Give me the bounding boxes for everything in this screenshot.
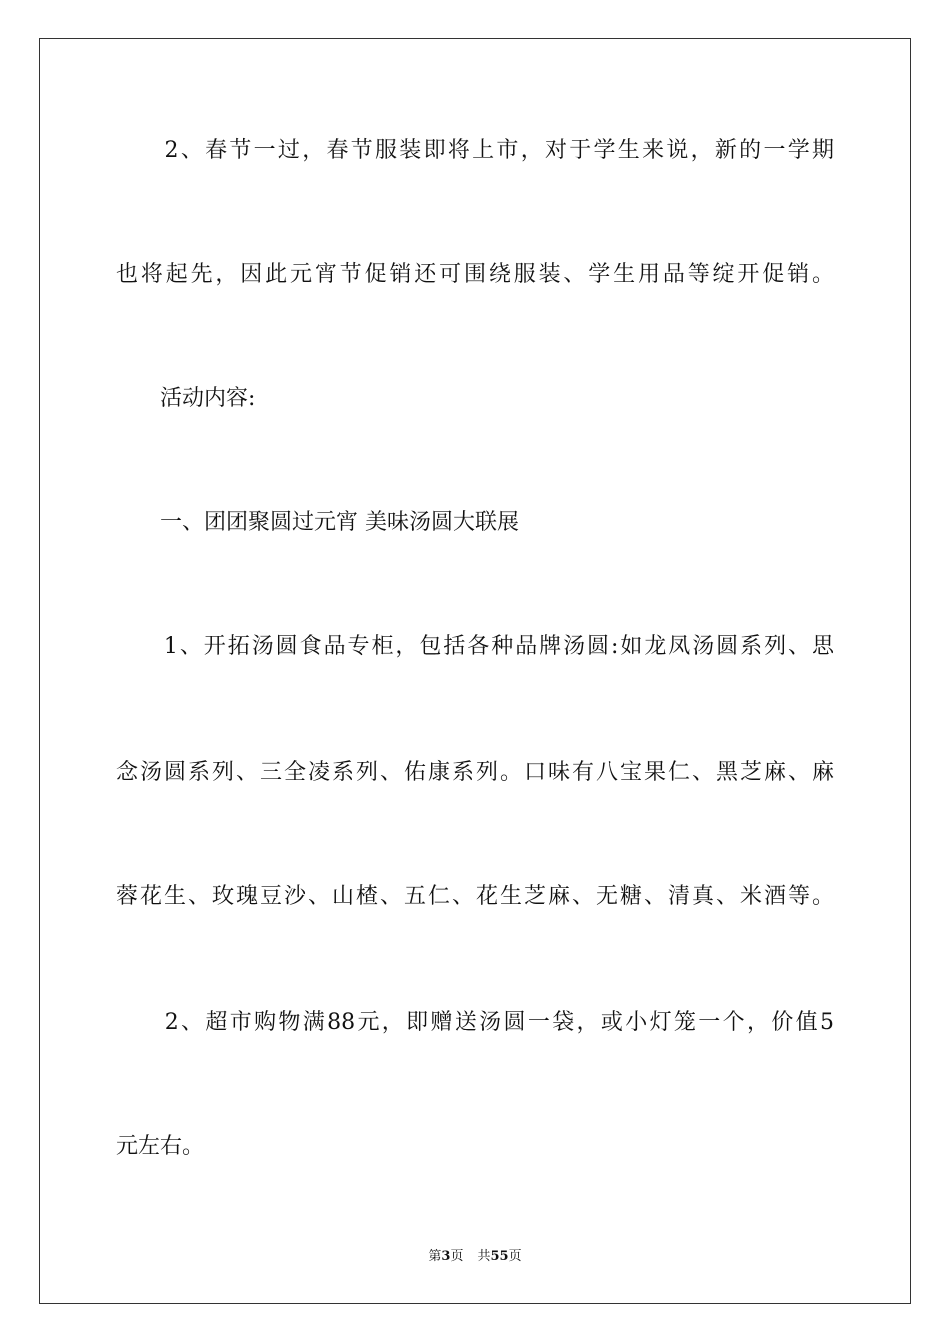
paragraph-line: 蓉花生、玫瑰豆沙、山楂、五仁、花生芝麻、无糖、清真、米酒等。 <box>116 884 834 909</box>
page-footer <box>0 1248 950 1266</box>
paragraph-line: 1、开拓汤圆食品专柜，包括各种品牌汤圆:如龙凤汤圆系列、思 <box>116 634 834 659</box>
page-number: 3 <box>441 1249 451 1264</box>
total-pages: 55 <box>490 1249 509 1264</box>
page-prefix: 第 <box>428 1249 442 1264</box>
paragraph-line: 元左右。 <box>116 1134 205 1159</box>
total-prefix: 共 <box>477 1249 491 1264</box>
paragraph-line: 2、超市购物满88元，即赠送汤圆一袋，或小灯笼一个，价值5 <box>116 1010 834 1035</box>
paragraph-line: 2、春节一过，春节服装即将上市，对于学生来说，新的一学期 <box>116 138 834 163</box>
subsection-heading: 一、团团聚圆过元宵 美味汤圆大联展 <box>116 510 519 535</box>
page-suffix: 页 <box>450 1249 464 1264</box>
paragraph-line: 也将起先，因此元宵节促销还可围绕服装、学生用品等绽开促销。 <box>116 262 834 287</box>
section-heading: 活动内容: <box>116 386 256 411</box>
page-border <box>39 38 911 1304</box>
total-suffix: 页 <box>508 1249 522 1264</box>
paragraph-line: 念汤圆系列、三全凌系列、佑康系列。口味有八宝果仁、黑芝麻、麻 <box>116 760 834 785</box>
